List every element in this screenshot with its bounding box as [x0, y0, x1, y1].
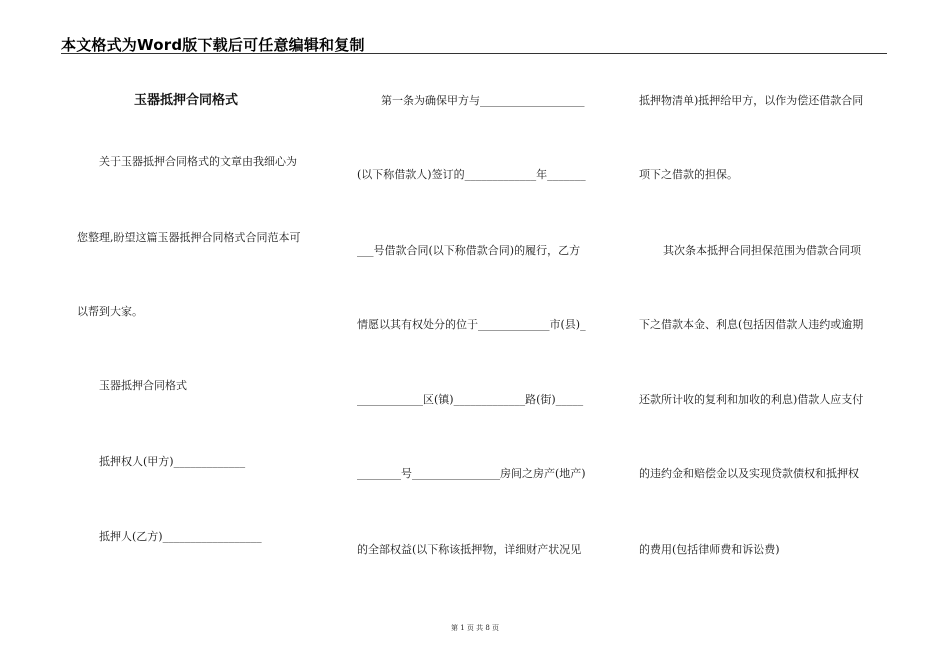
paragraph-line: 项下之借款的担保。	[639, 168, 738, 181]
paragraph-line: ___号借款合同(以下称借款合同)的履行，乙方	[357, 244, 581, 257]
document-title: 玉器抵押合同格式	[134, 93, 239, 108]
paragraph-line: 的全部权益(以下称该抵押物，详细财产状况见	[357, 543, 582, 556]
paragraph-line: 的费用(包括律师费和诉讼费)	[639, 543, 780, 556]
paragraph-line: 还款所计收的复利和加收的利息)借款人应支付	[639, 393, 864, 406]
paragraph-line: (以下称借款人)签订的_____________年_______	[357, 168, 586, 181]
party-b-line: 抵押人(乙方)__________________	[99, 530, 262, 543]
paragraph-line: 的违约金和赔偿金以及实现贷款债权和抵押权	[639, 467, 859, 480]
page-number: 第 1 页 共 8 页	[450, 624, 500, 632]
header-divider	[61, 53, 887, 54]
paragraph-line: 以帮到大家。	[77, 305, 143, 318]
paragraph-line: ________号________________房间之房产(地产)	[357, 467, 586, 480]
paragraph-line: 关于玉器抵押合同格式的文章由我细心为	[99, 155, 297, 168]
paragraph-line: ____________区(镇)_____________路(街)_____	[357, 393, 584, 406]
section-heading: 玉器抵押合同格式	[99, 379, 187, 392]
document-header: 本文格式为Word版下载后可任意编辑和复制	[61, 36, 365, 54]
paragraph-line: 下之借款本金、利息(包括因借款人违约或逾期	[639, 318, 864, 331]
paragraph-line: 您整理,盼望这篇玉器抵押合同格式合同范本可	[77, 231, 301, 244]
paragraph-line: 其次条本抵押合同担保范围为借款合同项	[663, 244, 861, 257]
paragraph-line: 抵押物清单)抵押给甲方，以作为偿还借款合同	[639, 94, 864, 107]
party-a-line: 抵押权人(甲方)_____________	[99, 455, 246, 468]
paragraph-line: 情愿以其有权处分的位于_____________市(县)_	[357, 318, 586, 331]
paragraph-line: 第一条为确保甲方与___________________	[381, 94, 585, 107]
